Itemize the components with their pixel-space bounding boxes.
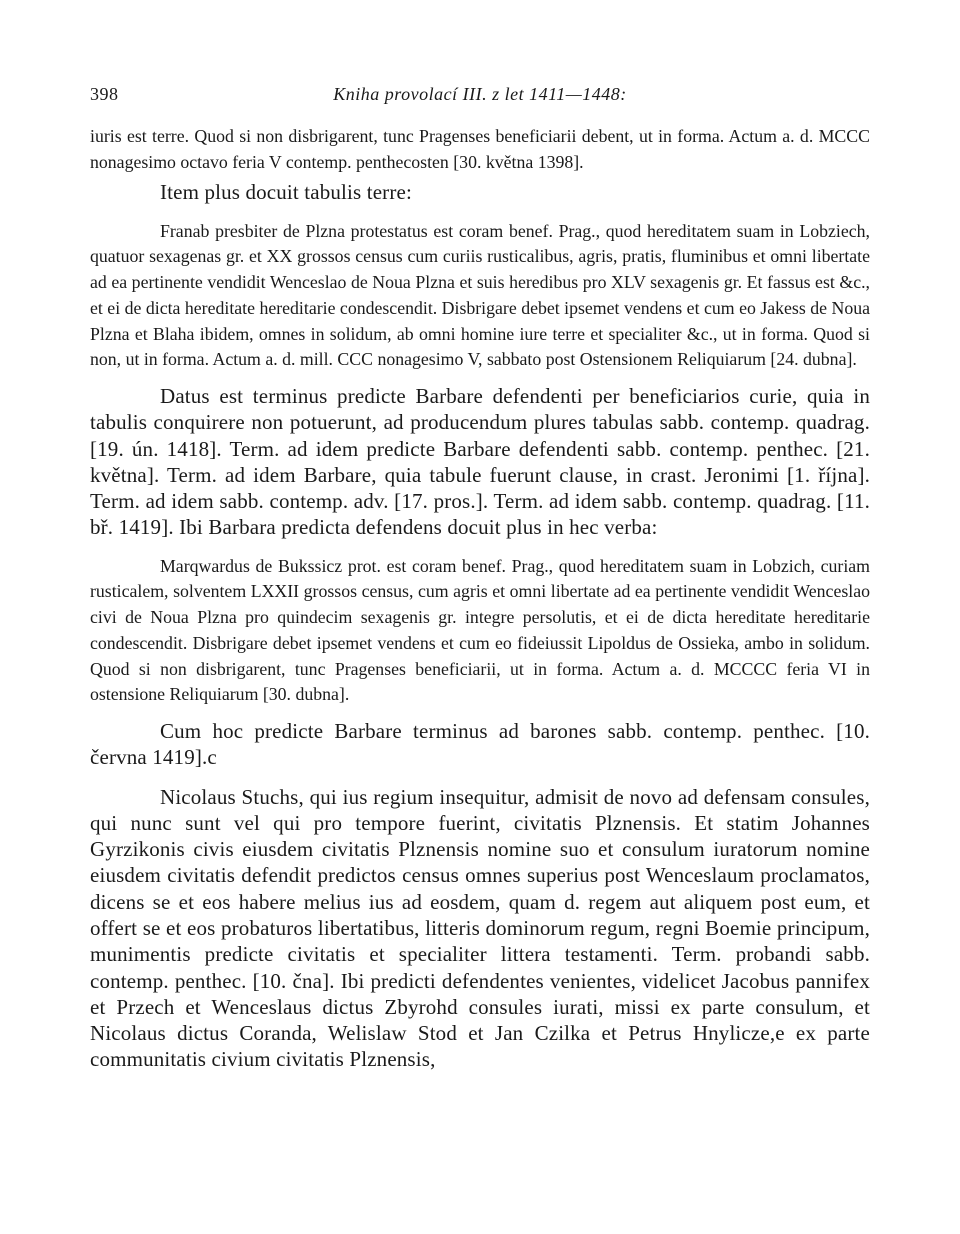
paragraph-record-marqwardus: Marqwardus de Bukssicz prot. est coram benef. Prag., quod hereditatem suam in Lobzich, curiam rusticalem, solventem LXXII grossos census, cum agris et omni libertate ad ea pertinente vendidit Wenceslao civi de Noua Plzna pro quindecim sexagenis gr. integre persolutis, et ei de dicta hereditate hereditarie condescendit. Disbrigare debet ipsemet vendens et cum eo fideiussit Lipoldus de Ossieka, ambo in solidum. Quod si non disbrigarent, tunc Pragenses beneficiarii, ut in forma. Actum a. d. MCCCC feria VI in ostensione Reliquiarum [30. dubna]. xyxy=(90,555,870,705)
paragraph-continuation: iuris est terre. Quod si non disbrigarent, tunc Pragenses beneficiarii debent, ut in forma. Actum a. d. MCCC nonagesimo octavo feria V contemp. penthecosten [30. května 1398]. xyxy=(90,126,870,172)
page-number: 398 xyxy=(90,84,119,104)
paragraph-barones: Cum hoc predicte Barbare terminus ad barones sabb. contemp. penthec. [10. června 1419].c xyxy=(90,718,870,770)
page-body xyxy=(90,124,870,1073)
paragraph-terminus-barbara: Datus est terminus predicte Barbare defendenti per beneficiarios curie, quia in tabulis conquirere non potuerunt, ad producendum plures tabulas sabb. contemp. quadrag. [19. ún. 1418]. Term. ad idem predicte Barbare defendenti sabb. contemp. penthec. [21. května]. Term. ad idem Barbare, quia tabule fuerunt clause, in crast. Jeronimi [1. října]. Term. ad idem sabb. contemp. adv. [17. pros.]. Term. ad idem sabb. contemp. quadrag. [11. bř. 1419]. Ibi Barbara predicta defendens docuit plus in hec verba: xyxy=(90,383,870,540)
paragraph-record-frana: Franab presbiter de Plzna protestatus est coram benef. Prag., quod hereditatem suam in Lobziech, quatuor sexagenas gr. et XX grossos census cum curiis rusticalibus, agris, pratis, fluminibus et omni libertate ad ea pertinente vendidit Wenceslao de Noua Plzna et suis heredibus pro XLV sexagenis gr. Et fassus est &c., et ei de dicta hereditate hereditarie condescendit. Disbrigare debet ipsemet vendens et cum eo Jakess de Noua Plzna et Blaha ibidem, omnes in solidum, ab omni homine iure terre et specialiter &c., ut in forma. Quod si non, ut in forma. Actum a. d. mill. CCC nonagesimo V, sabbato post Ostensionem Reliquiarum [24. dubna]. xyxy=(90,220,870,370)
paragraph-heading-item: Item plus docuit tabulis terre: xyxy=(160,180,412,205)
paragraph-nicolaus-stuchs: Nicolaus Stuchs, qui ius regium insequitur, admisit de novo ad defensam consules, qui nunc sunt vel qui pro tempore fuerint, civitatis Plznensis. Et statim Johannes Gyrzikonis civis eiusdem civitatis Plznensis nomine suo et consulum iuratorum nomine eiusdem civitatis defendit predictos census omnes superius post Wenceslaum proclamatos, dicens se et eos habere melius ius ad eosdem, quam d. regem aut aliquem post eum, et offert se et eos probaturos libertatibus, litteris dominorum regum, regni Boemie principum, munimentis predicte civitatis et specialiter littera testamenti. Term. probandi sabb. contemp. penthec. [10. čna]. Ibi predicti defendentes venientes, videlicet Jacobus pannifex et Przech et Wenceslaus dictus Zbyrohd consules iurati, missi ex parte consulum, et Nicolaus dictus Coranda, Welislaw Stod et Jan Czilka et Petrus Hnylicze,e ex parte communitatis civium civitatis Plznensis, xyxy=(90,784,870,1072)
running-title: Kniha provolací III. z let 1411—1448: xyxy=(333,84,627,104)
